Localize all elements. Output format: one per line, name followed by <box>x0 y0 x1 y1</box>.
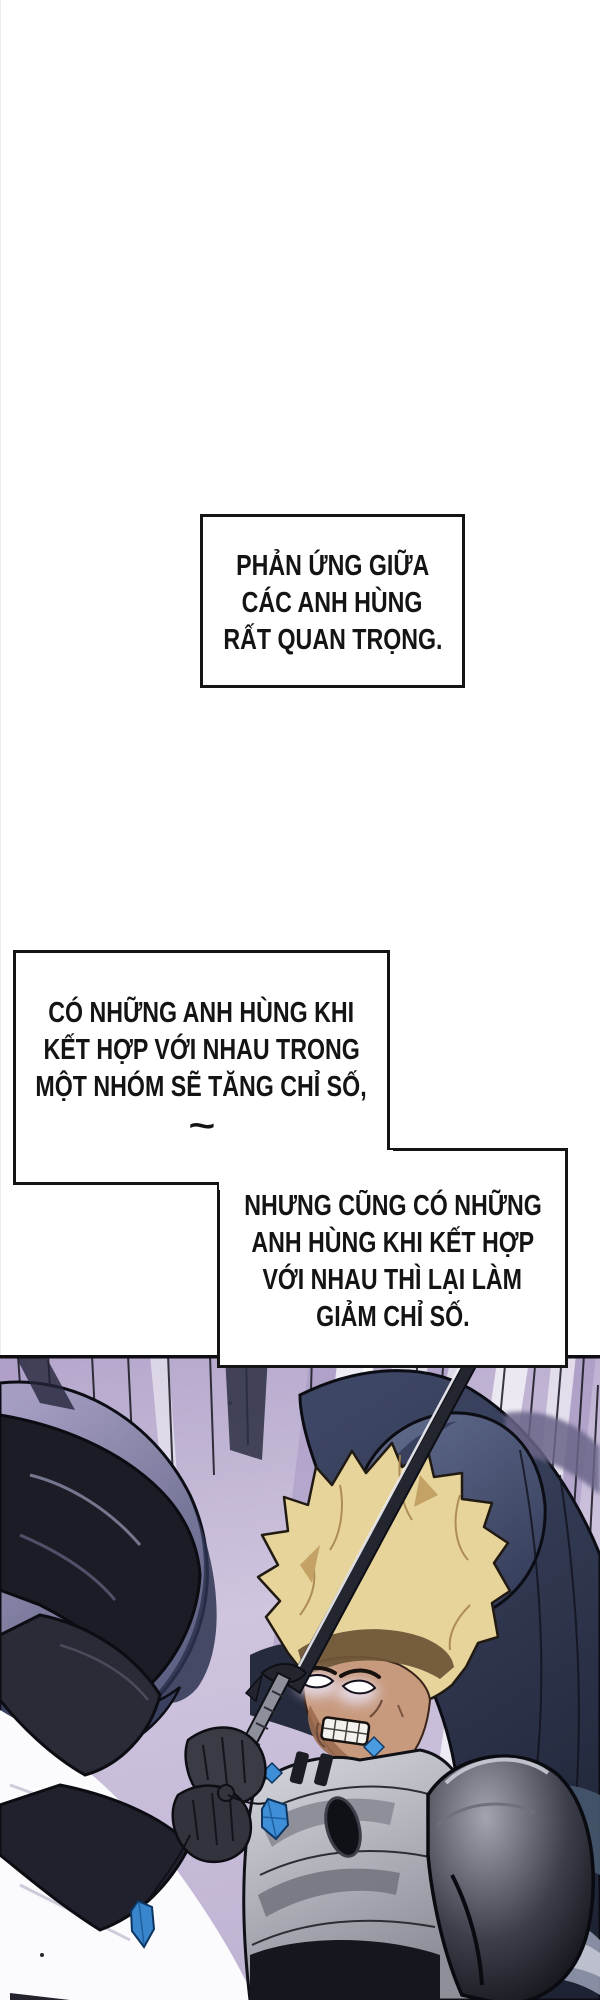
narration-line: CÓ NHỮNG ANH HÙNG KHI <box>48 997 355 1029</box>
narration-line: KẾT HỢP VỚI NHAU TRONG <box>43 1034 360 1066</box>
knight-action-illustration <box>0 1355 600 2000</box>
narration-line: NHƯNG CŨNG CÓ NHỮNG <box>243 1190 542 1222</box>
gritted-teeth <box>321 1717 370 1745</box>
narration-line: RẤT QUAN TRỌNG. <box>222 623 443 656</box>
narration-line: GIẢM CHỈ SỐ. <box>315 1301 470 1333</box>
bubble-join-patch <box>219 1150 393 1190</box>
narration-box-1 <box>200 514 465 688</box>
narration-line: PHẢN ỨNG GIỮA <box>235 549 430 582</box>
narration-line: VỚI NHAU THÌ LẠI LÀM <box>262 1264 523 1296</box>
narration-tilde: ~ <box>188 1107 215 1145</box>
pommel <box>218 1785 234 1801</box>
narration-line: CÁC ANH HÙNG <box>242 586 423 619</box>
action-art-panel <box>0 1355 600 2000</box>
narration-line: MỘT NHÓM SẼ TĂNG CHỈ SỐ, <box>35 1071 368 1103</box>
narration-line: ANH HÙNG KHI KẾT HỢP <box>251 1227 534 1259</box>
pauldron <box>428 1756 593 2000</box>
